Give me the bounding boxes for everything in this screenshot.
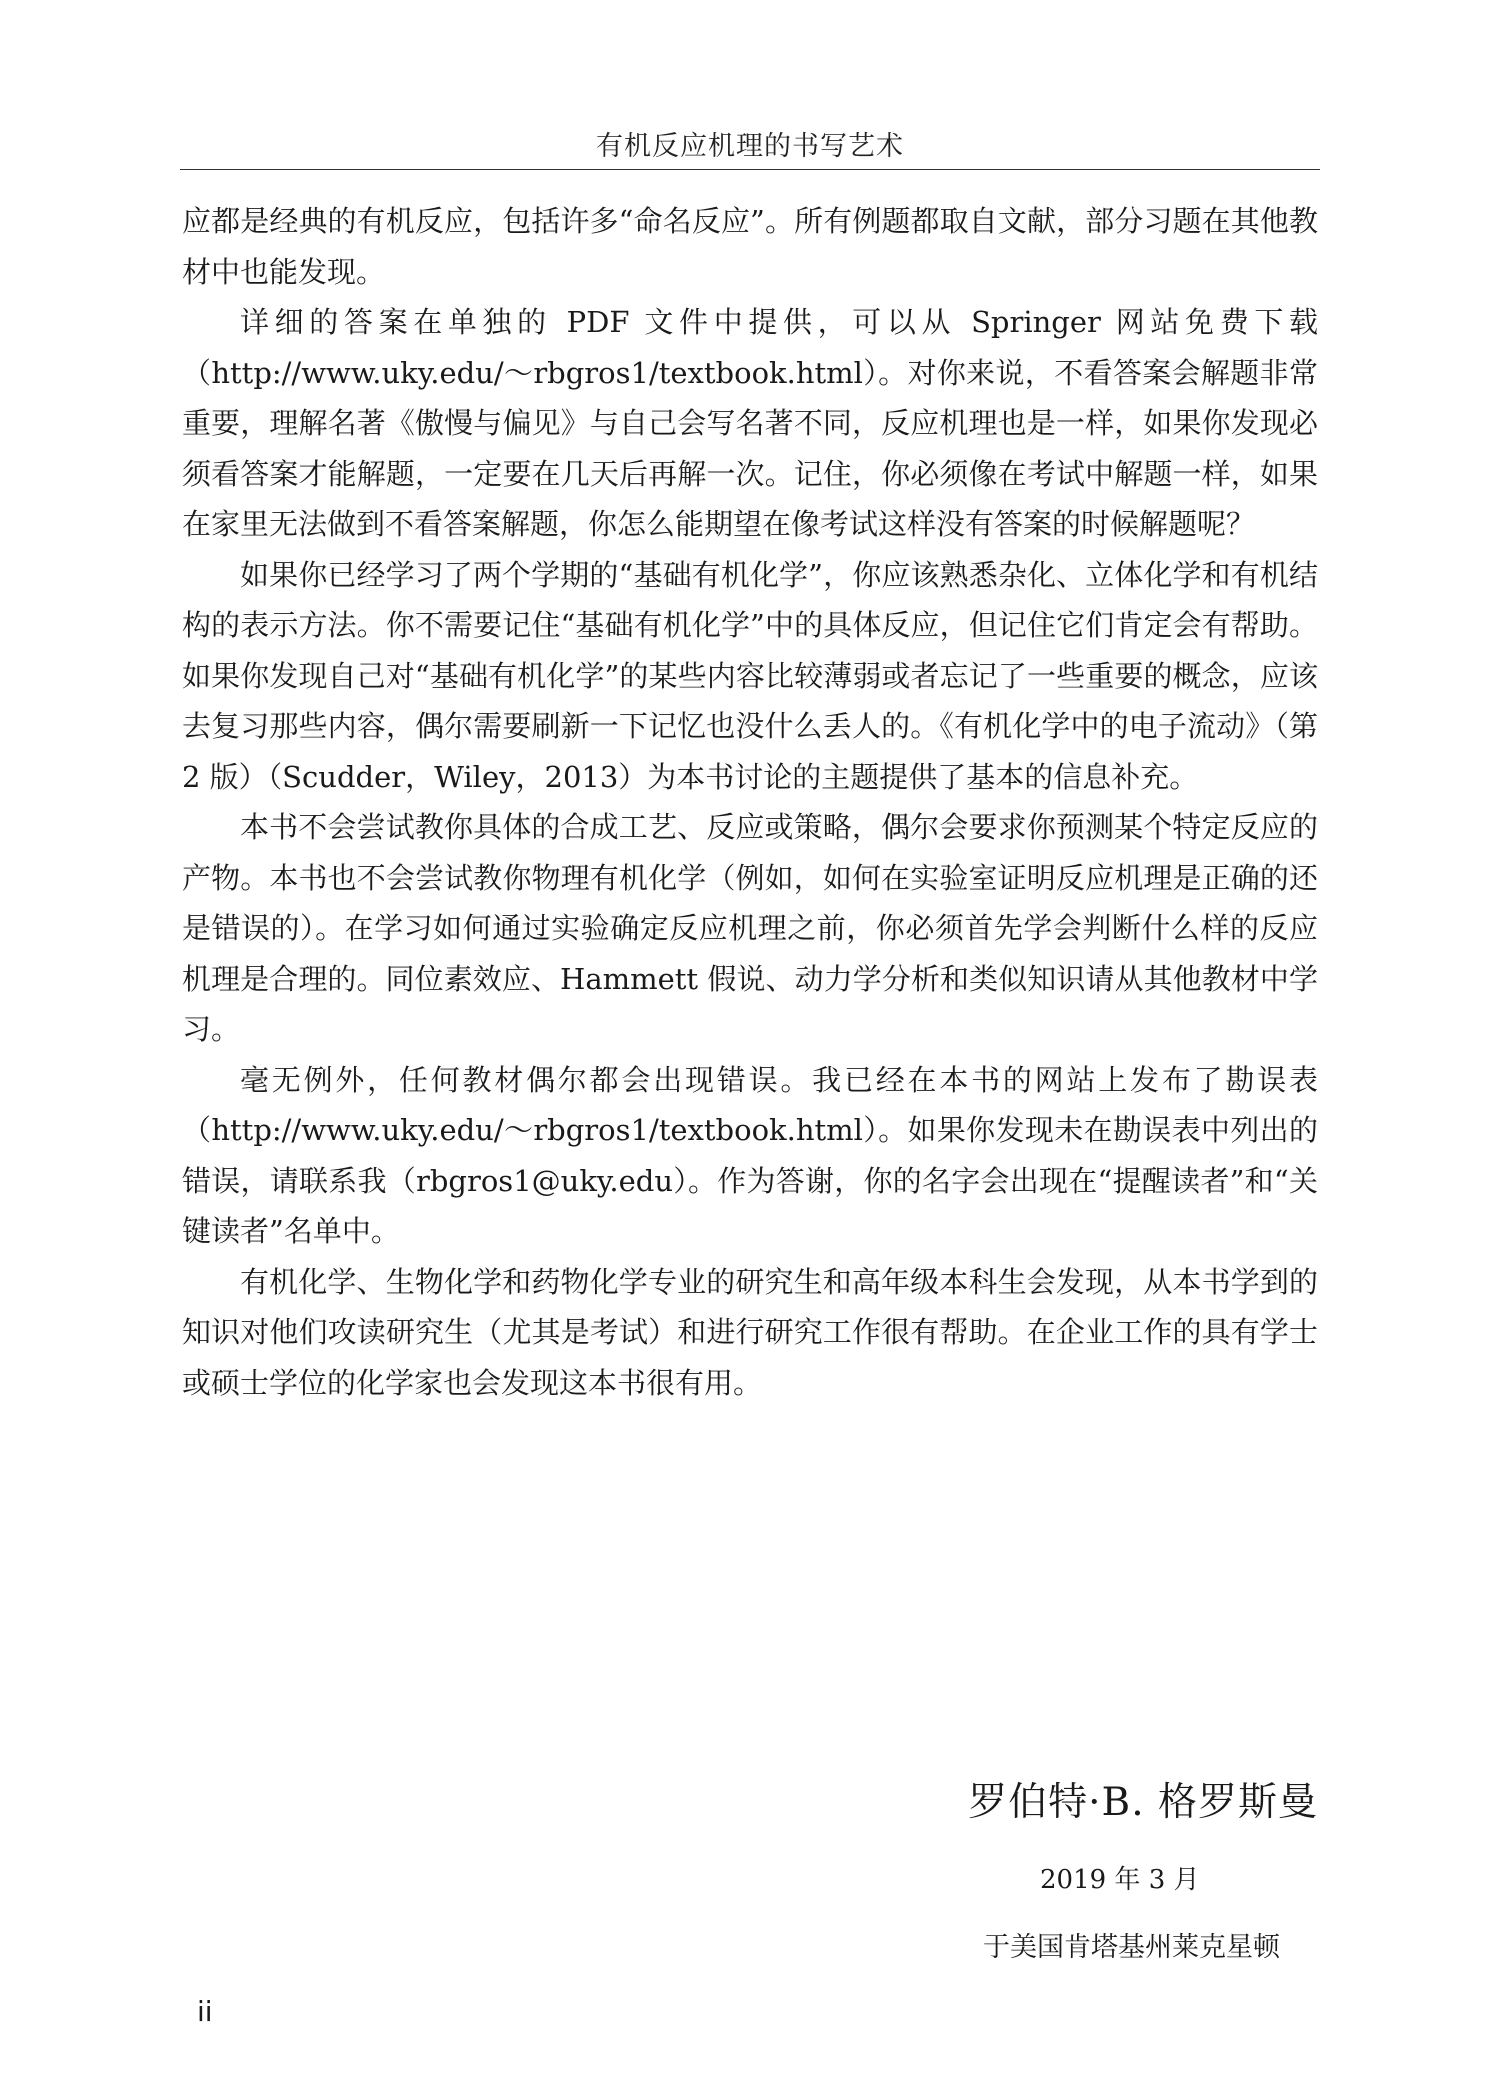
signature-date: 2019 年 3 月 xyxy=(1040,1865,1200,1895)
paragraph-continued: 应都是经典的有机反应，包括许多“命名反应”。所有例题都取自文献，部分习题在其他教材中也能发现。 xyxy=(182,204,1318,289)
signature-place: 于美国肯塔基州莱克星顿 xyxy=(983,1932,1280,1963)
paragraph-answers: 详细的答案在单独的 PDF 文件中提供，可以从 Springer 网站免费下载（http://www.uky.edu/～rbgros1/textbook.html）。对你来说，不看答案会解题非常重要，理解名著《傲慢与偏见》与自己会写名著不同，反应机理也是一样，如果你发现必须看答案才能解题，一定要在几天后再解一次。记住，你必须像在考试中解题一样，如果在家里无法做到不看答案解题，你怎么能期望在像考试这样没有答案的时候解题呢？ xyxy=(182,305,1318,541)
paragraph-errata: 毫无例外，任何教材偶尔都会出现错误。我已经在本书的网站上发布了勘误表（http://www.uky.edu/～rbgros1/textbook.html）。如果你发现未在勘误表中列出的错误，请联系我（rbgros1@uky.edu）。作为答谢，你的名字会出现在“提醒读者”和“关键读者”名单中。 xyxy=(182,1062,1318,1248)
paragraph-audience: 有机化学、生物化学和药物化学专业的研究生和高年级本科生会发现，从本书学到的知识对他们攻读研究生（尤其是考试）和进行研究工作很有帮助。在企业工作的具有学士或硕士学位的化学家也会发现这本书很有用。 xyxy=(182,1264,1318,1400)
paragraph-scope: 本书不会尝试教你具体的合成工艺、反应或策略，偶尔会要求你预测某个特定反应的产物。本书也不会尝试教你物理有机化学（例如，如何在实验室证明反应机理是正确的还是错误的）。在学习如何通过实验确定反应机理之前，你必须首先学会判断什么样的反应机理是合理的。同位素效应、Hammett 假说、动力学分析和类似知识请从其他教材中学习。 xyxy=(182,810,1318,1046)
header-rule xyxy=(180,169,1320,170)
running-header: 有机反应机理的书写艺术 xyxy=(596,131,904,162)
paragraph-prerequisites: 如果你已经学习了两个学期的“基础有机化学”，你应该熟悉杂化、立体化学和有机结构的表示方法。你不需要记住“基础有机化学”中的具体反应，但记住它们肯定会有帮助。如果你发现自己对“基础有机化学”的某些内容比较薄弱或者忘记了一些重要的概念，应该去复习那些内容，偶尔需要刷新一下记忆也没什么丢人的。《有机化学中的电子流动》（第 2 版）（Scudder，Wiley，2013）为本书讨论的主题提供了基本的信息补充。 xyxy=(182,557,1318,794)
page-number: ii xyxy=(197,1995,213,2028)
body-text xyxy=(182,196,1318,1408)
author-signature: 罗伯特·B. 格罗斯曼 xyxy=(968,1780,1318,1825)
